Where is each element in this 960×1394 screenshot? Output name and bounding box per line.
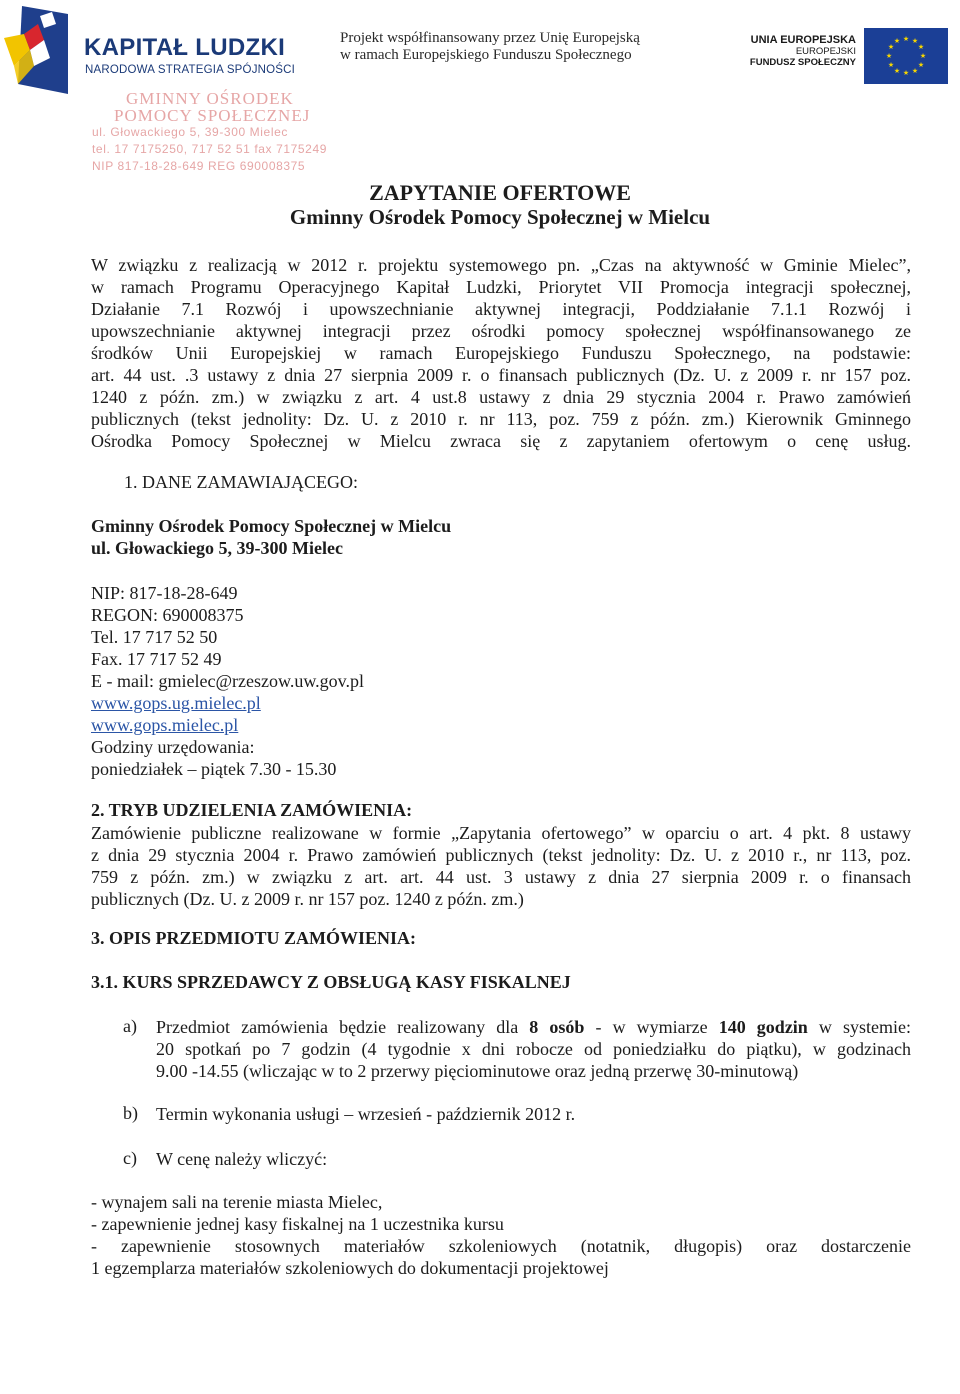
svg-text:★: ★	[887, 61, 895, 69]
nip-value: NIP: 817-18-28-649	[91, 583, 238, 603]
website-link-1[interactable]: www.gops.ug.mielec.pl	[91, 693, 261, 713]
office-hours-label: Godziny urzędowania:	[91, 737, 255, 757]
orderer-contact	[91, 582, 364, 780]
phone-value: Tel. 17 717 52 50	[91, 627, 218, 647]
eu-flag-icon	[864, 28, 948, 84]
regon-value: REGON: 690008375	[91, 605, 244, 625]
item-b-label: b)	[123, 1103, 138, 1123]
svg-text:★: ★	[893, 37, 901, 45]
document-subtitle: Gminny Ośrodek Pomocy Społecznej w Mielcu	[289, 205, 711, 229]
project-cofinancing-note: Projekt współfinansowany przez Unię Europejską w ramach Europejskiego Funduszu Społecznego	[340, 30, 640, 63]
svg-text:★: ★	[887, 43, 895, 51]
item-b-text: Termin wykonania usługi – wrzesień - październik 2012 r.	[156, 1104, 576, 1124]
svg-text:★: ★	[902, 35, 910, 43]
svg-text:★: ★	[911, 67, 919, 75]
svg-text:★: ★	[911, 37, 919, 45]
intro-paragraph: W związku z realizacją w 2012 r. projektu systemowego pn. „Czas na aktywność w Gminie Mielec”, w ramach Programu Operacyjnego Kapitał Ludzki, Priorytet VII Promocja integracji społecznej, Działanie 7.1 Rozwój i upowszechnianie aktywnej integracji, Poddziałanie 7.1.1 Rozwój i upowszechnianie aktywnej integracji przez ośrodki pomocy społecznej współfinansowanego ze środków Unii Europejskiej w ramach Europejskiego Funduszu Społecznego, na podstawie: art. 44 ust. .3 ustawy z dnia 27 sierpnia 2009 r. o finansach publicznych (Dz. U. z 2009 r. nr 157 poz. 1240 z późn. zm.) w związku z art. 4 ust.8 ustawy z dnia 29 stycznia 2004 r. Prawo zamówień publicznych (tekst jednolity: Dz. U. z 2010 r. nr 113, poz. 759 z późn. zm.) Kierownik Gminnego Ośrodka Pomocy Społecznej w Mielcu zwraca się z zapytaniem ofertowym o cenę usług.	[91, 255, 911, 451]
svg-text:★: ★	[919, 52, 927, 60]
kapital-ludzki-logo-icon	[4, 6, 68, 94]
svg-text:★: ★	[917, 43, 925, 51]
section-2-paragraph: Zamówienie publiczne realizowane w formie „Zapytania ofertowego” w oparciu o art. 4 pkt. 8 ustawy z dnia 29 stycznia 2004 r. Prawo zamówień publicznych (tekst jednolity: Dz. U. z 2010 r., nr 113, poz. 759 z późn. zm.) w związku z art. art. 44 ust. 3 ustawy z dnia 27 sierpnia 2009 r. o finansach publicznych (Dz. U. z 2009 r. nr 157 poz. 1240 z późn. zm.)	[91, 823, 911, 909]
item-c-label: c)	[123, 1148, 137, 1168]
website-link-2[interactable]: www.gops.mielec.pl	[91, 715, 239, 735]
kapital-ludzki-title: KAPITAŁ LUDZKI	[84, 34, 286, 61]
orderer-address: ul. Głowackiego 5, 39-300 Mielec	[91, 538, 343, 558]
section-1-heading: 1. DANE ZAMAWIAJĄCEGO:	[124, 472, 359, 492]
eu-fund-label: UNIA EUROPEJSKA EUROPEJSKI FUNDUSZ SPOŁECZNY	[749, 34, 856, 68]
item-a-label: a)	[123, 1016, 137, 1036]
item-c-text: W cenę należy wliczyć:	[156, 1149, 328, 1169]
orderer-name: Gminny Ośrodek Pomocy Społecznej w Mielcu	[91, 516, 452, 536]
svg-text:★: ★	[893, 67, 901, 75]
svg-text:★: ★	[885, 52, 893, 60]
list-item: - zapewnienie stosownych materiałów szkoleniowych (notatnik, długopis) oraz dostarczenie	[91, 1236, 911, 1256]
list-item: - wynajem sali na terenie miasta Mielec,	[91, 1192, 383, 1212]
list-item-continuation: 1 egzemplarza materiałów szkoleniowych do dokumentacji projektowej	[91, 1258, 609, 1278]
item-a-text: Przedmiot zamówienia będzie realizowany dla 8 osób - w wymiarze 140 godzin w systemie: 20 spotkań po 7 godzin (4 tygodnie x dni robocze od poniedziałku do piątku), w godzinach 9.00 -14.55 (wliczając w to 2 przerwy pięciominutowe oraz jedną przerwę 30-minutową)	[156, 1017, 911, 1081]
fax-value: Fax. 17 717 52 49	[91, 649, 222, 669]
kapital-ludzki-subtitle: NARODOWA STRATEGIA SPÓJNOŚCI	[85, 64, 296, 76]
office-stamp: GMINNY OŚRODEK POMOCY SPOŁECZNEJ ul. Głowackiego 5, 39-300 Mielec tel. 17 7175250, 717 52 51 fax 7175249 NIP 817-18-28-649 REG 690008375	[92, 89, 327, 173]
section-3-1-heading: 3.1. KURS SPRZEDAWCY Z OBSŁUGĄ KASY FISKALNEJ	[91, 972, 571, 992]
email-value: E - mail: gmielec@rzeszow.uw.gov.pl	[91, 671, 364, 691]
office-hours-value: poniedziałek – piątek 7.30 - 15.30	[91, 759, 337, 779]
document-title: ZAPYTANIE OFERTOWE	[369, 180, 631, 205]
cost-items-list	[91, 1191, 911, 1279]
section-3-heading: 3. OPIS PRZEDMIOTU ZAMÓWIENIA:	[91, 928, 417, 948]
list-item: - zapewnienie jednej kasy fiskalnej na 1 uczestnika kursu	[91, 1214, 504, 1234]
section-2-heading: 2. TRYB UDZIELENIA ZAMÓWIENIA:	[91, 800, 413, 820]
svg-text:★: ★	[902, 69, 910, 77]
svg-text:★: ★	[917, 61, 925, 69]
